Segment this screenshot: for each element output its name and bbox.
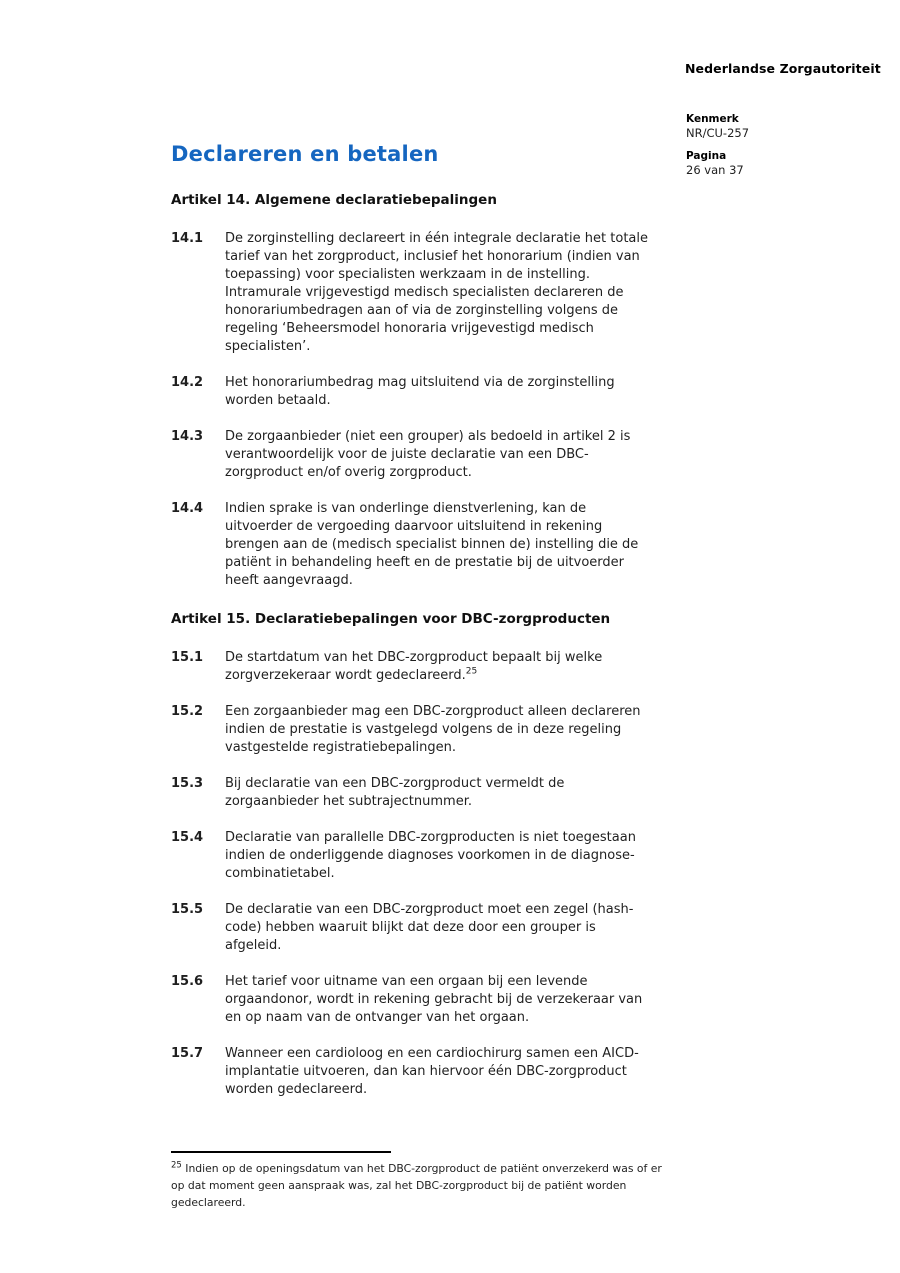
- footnote-ref: 25: [465, 666, 478, 677]
- article-section: [171, 192, 671, 590]
- item-text: De startdatum van het DBC-zorgproduct bepaalt bij welke zorgverzekeraar wordt gedeclareerd.$^{25}$: [225, 650, 603, 683]
- item-text: Declaratie van parallelle DBC-zorgproducten is niet toegestaan indien de onderliggende diagnoses voorkomen in de diagnose-combinatietabel.: [225, 830, 636, 881]
- item-number: 15.2: [171, 704, 204, 719]
- item-number: 14.4: [171, 501, 204, 516]
- section-heading: Artikel 15. Declaratiebepalingen voor DBC-zorgproducten: [171, 611, 611, 627]
- item-number: 15.7: [171, 1046, 204, 1061]
- article-item: [171, 649, 671, 685]
- item-text: Indien sprake is van onderlinge dienstverlening, kan de uitvoerder de vergoeding daarvoor uitsluitend in rekening brengen aan de (medisch specialist binnen de) instelling die de patiënt in behandeling heeft en de prestatie bij de uitvoerder heeft aangevraagd.: [225, 501, 639, 588]
- article-item: [171, 1045, 671, 1099]
- article-item: [171, 901, 671, 955]
- item-text: De zorginstelling declareert in één integrale declaratie het totale tarief van het zorgproduct, inclusief het honorarium (indien van toepassing) voor specialisten werkzaam in de instelling. Intramurale vrijgevestigd medisch specialisten declareren de honorariumbedragen aan of via de zorginstelling volgens de regeling ‘Beheersmodel honoraria vrijgevestigd medisch specialisten’.: [225, 231, 648, 354]
- footnote-block: [171, 1151, 666, 1211]
- article-item: [171, 775, 671, 811]
- item-number: 15.5: [171, 902, 204, 917]
- item-text: Het honorariumbedrag mag uitsluitend via de zorginstelling worden betaald.: [225, 375, 615, 408]
- meta-label: Kenmerk: [686, 113, 739, 125]
- article-section: [171, 611, 671, 1099]
- item-number: 14.1: [171, 231, 204, 246]
- item-text: Een zorgaanbieder mag een DBC-zorgproduct alleen declareren indien de prestatie is vastgelegd volgens de in deze regeling vastgestelde registratiebepalingen.: [225, 704, 641, 755]
- item-text: De zorgaanbieder (niet een grouper) als bedoeld in artikel 2 is verantwoordelijk voor de juiste declaratie van een DBC-zorgproduct en/of overig zorgproduct.: [225, 429, 631, 480]
- item-text: Het tarief voor uitname van een orgaan bij een levende orgaandonor, wordt in rekening gebracht bij de verzekeraar van en op naam van de ontvanger van het orgaan.: [225, 974, 643, 1025]
- item-text: Wanneer een cardioloog en een cardiochirurg samen een AICD-implantatie uitvoeren, dan kan hiervoor één DBC-zorgproduct worden gedeclareerd.: [225, 1046, 639, 1097]
- article-item: [171, 374, 671, 410]
- section-heading: Artikel 14. Algemene declaratiebepalingen: [171, 192, 497, 208]
- meta-value: 26 van 37: [686, 163, 744, 177]
- item-number: 14.3: [171, 429, 204, 444]
- item-number: 15.1: [171, 650, 204, 665]
- content-column: [171, 142, 671, 1117]
- brand-header: Nederlandse Zorgautoriteit: [685, 61, 881, 76]
- item-text: Bij declaratie van een DBC-zorgproduct vermeldt de zorgaanbieder het subtrajectnummer.: [225, 776, 565, 809]
- article-item: [171, 428, 671, 482]
- item-number: 15.3: [171, 776, 204, 791]
- sections-container: [171, 192, 671, 1099]
- article-item: [171, 973, 671, 1027]
- item-number: 15.4: [171, 830, 204, 845]
- meta-label: Pagina: [686, 150, 727, 162]
- footnote-marker: 25: [171, 1160, 182, 1171]
- item-text: De declaratie van een DBC-zorgproduct moet een zegel (hash-code) hebben waaruit blijkt dat deze door een grouper is afgeleid.: [225, 902, 634, 953]
- item-number: 14.2: [171, 375, 204, 390]
- article-item: [171, 500, 671, 590]
- footnote-separator: [171, 1151, 391, 1153]
- meta-entry: [686, 149, 749, 178]
- meta-value: NR/CU-257: [686, 126, 750, 140]
- meta-block: [686, 112, 749, 186]
- meta-entry: [686, 112, 749, 141]
- item-number: 15.6: [171, 974, 204, 989]
- footnote-text: Indien op de openingsdatum van het DBC-zorgproduct de patiënt onverzekerd was of er op dat moment geen aanspraak was, zal het DBC-zorgproduct bij de patiënt worden gedeclareerd.: [171, 1162, 662, 1209]
- page-title: Declareren en betalen: [171, 142, 439, 166]
- article-item: [171, 829, 671, 883]
- article-item: [171, 230, 671, 356]
- article-item: [171, 703, 671, 757]
- footnote: [171, 1160, 666, 1211]
